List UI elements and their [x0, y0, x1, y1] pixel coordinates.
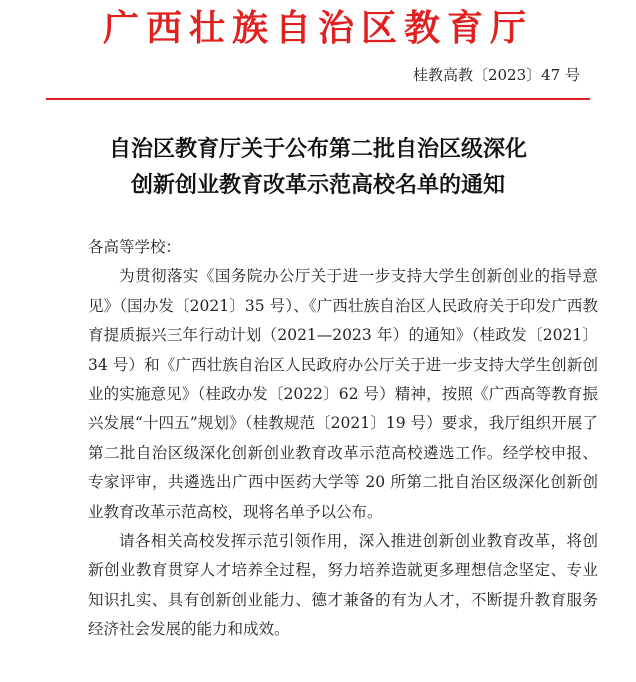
notice-title-line-1: 自治区教育厅关于公布第二批自治区级深化	[108, 136, 527, 162]
notice-title-line-2: 创新创业教育改革示范高校名单的通知	[130, 172, 505, 198]
issuing-authority-title: 广西壮族自治区教育厅	[102, 7, 533, 49]
document-body	[88, 233, 598, 645]
red-divider-line	[46, 98, 590, 100]
salutation: 各高等学校：	[88, 238, 182, 256]
body-paragraph-1: 为贯彻落实《国务院办公厅关于进一步支持大学生创新创业的指导意见》（国办发〔2021〕35 号）、《广西壮族自治区人民政府关于印发广西教育提质振兴三年行动计划（2021—2023 年）的通知》（桂政发〔2021〕34 号）和《广西壮族自治区人民政府办公厅关于进一步支持大学生创新创业的实施意见》（桂政办发〔2022〕62 号）精神，按照《广西高等教育振兴发展“十四五”规划》（桂教规范〔2021〕19 号）要求，我厅组织开展了第二批自治区级深化创新创业教育改革示范高校遴选工作。经学校申报、专家评审，共遴选出广西中医药大学等 20 所第二批自治区级深化创新创业教育改革示范高校，现将名单予以公布。	[88, 267, 598, 521]
document-number: 桂教高教〔2023〕47 号	[412, 66, 580, 84]
notice-title	[0, 131, 636, 203]
body-paragraph-2: 请各相关高校发挥示范引领作用，深入推进创新创业教育改革，将创新创业教育贯穿人才培养全过程，努力培养造就更多理想信念坚定、专业知识扎实、具有创新创业能力、德才兼备的有为人才，不断提升教育服务经济社会发展的能力和成效。	[88, 532, 598, 639]
